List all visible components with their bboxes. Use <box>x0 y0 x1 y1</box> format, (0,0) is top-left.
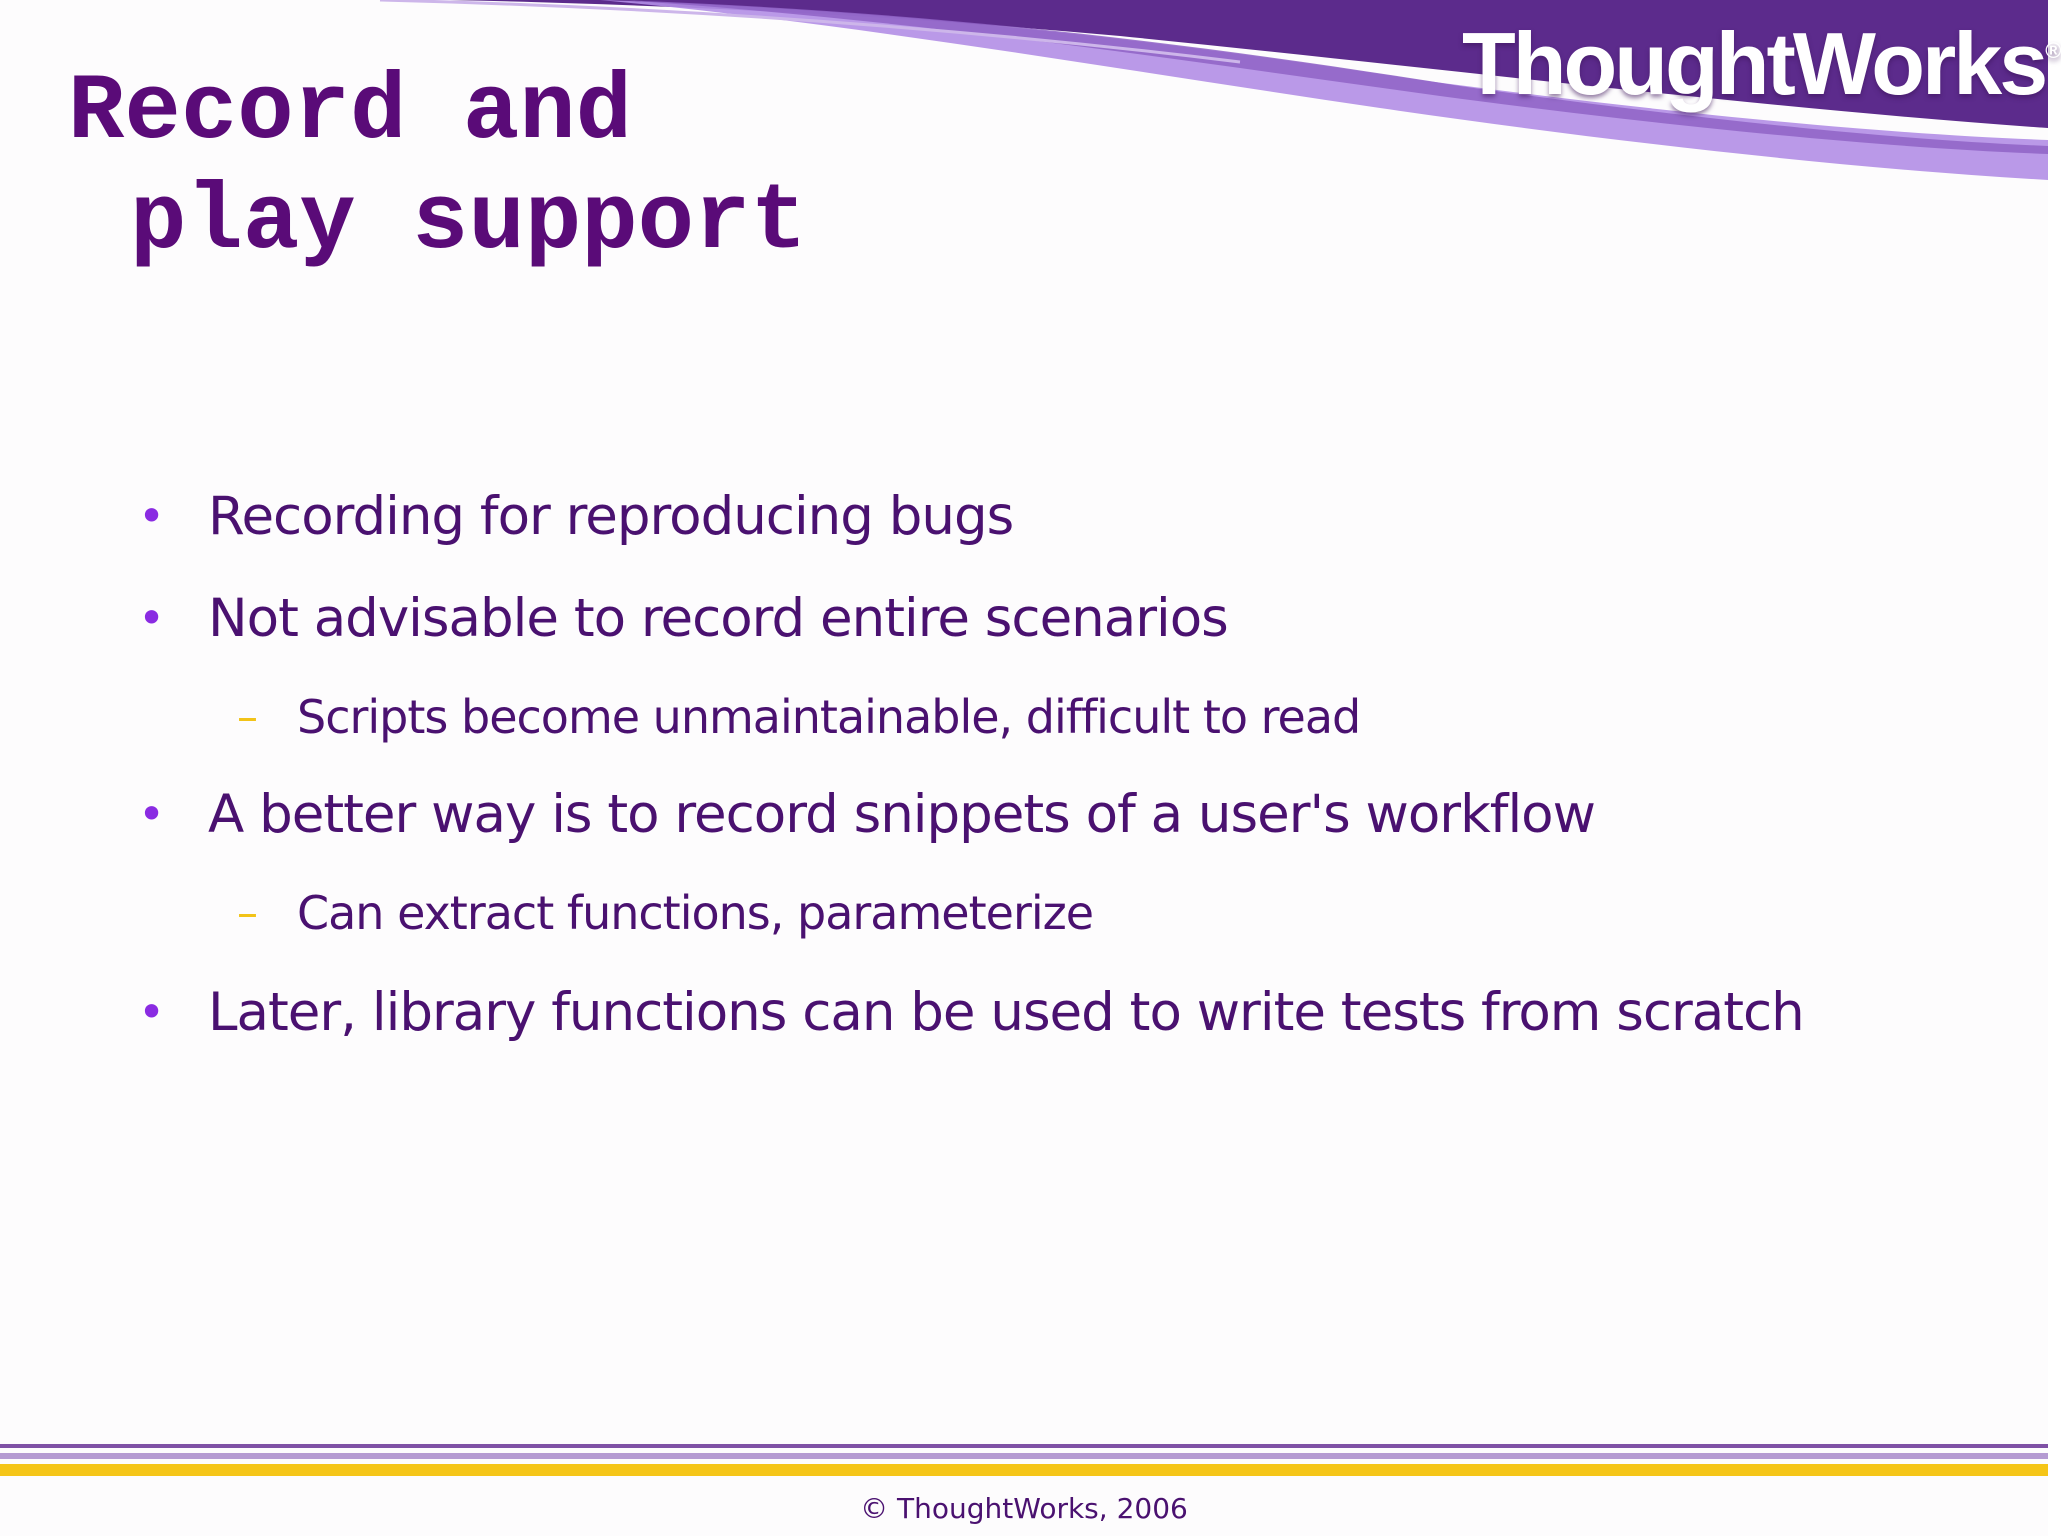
bullet-item <box>138 486 1014 547</box>
bullet-text: Later, library functions can be used to write tests from scratch <box>208 982 1804 1043</box>
dash-icon: – <box>237 692 257 741</box>
slide-title-line-1: Record and <box>68 60 633 166</box>
bullet-dot-icon: • <box>138 591 165 645</box>
bullet-text: A better way is to record snippets of a user's workflow <box>208 784 1595 845</box>
bullet-item <box>138 588 1228 649</box>
footer-line-purple <box>0 1444 2048 1448</box>
footer-divider <box>0 1444 2048 1480</box>
bullet-text: Recording for reproducing bugs <box>208 486 1014 547</box>
footer-line-yellow <box>0 1464 2048 1476</box>
logo-text: ThoughtWorks <box>1462 14 2046 113</box>
dash-icon: – <box>237 888 257 937</box>
copyright-footer: © ThoughtWorks, 2006 <box>860 1492 1188 1525</box>
bullet-dot-icon: • <box>138 787 165 841</box>
sub-bullet-item <box>237 690 1361 744</box>
sub-bullet-text: Scripts become unmaintainable, difficult to read <box>297 690 1361 744</box>
bullet-item <box>138 982 1804 1043</box>
bullet-item <box>138 784 1595 845</box>
slide-title-line-2: play support <box>130 170 807 276</box>
bullet-text: Not advisable to record entire scenarios <box>208 588 1228 649</box>
registered-mark: ® <box>2045 38 2061 63</box>
sub-bullet-text: Can extract functions, parameterize <box>297 886 1094 940</box>
bullet-dot-icon: • <box>138 985 165 1039</box>
bullet-dot-icon: • <box>138 489 165 543</box>
footer-line-lavender <box>0 1453 2048 1459</box>
sub-bullet-item <box>237 886 1094 940</box>
